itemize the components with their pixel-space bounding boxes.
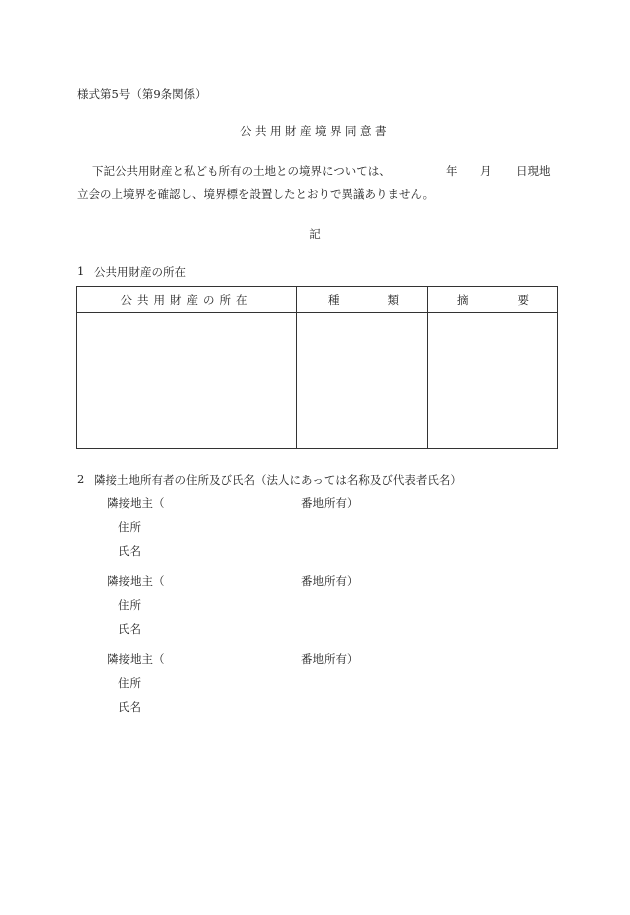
header-type xyxy=(297,287,428,313)
cell-remarks[interactable] xyxy=(428,313,558,449)
owner-3-bango-label: 番地所有） xyxy=(301,652,359,666)
owner-2-bango-label: 番地所有） xyxy=(301,574,359,588)
owner-2-address-label: 住所 xyxy=(118,598,141,612)
property-table xyxy=(76,286,558,449)
cell-location[interactable] xyxy=(77,313,297,449)
form-number: 様式第5号（第9条関係） xyxy=(77,87,207,101)
owner-3-address-label: 住所 xyxy=(118,676,141,690)
section-1-number: 1 xyxy=(77,264,85,278)
day-label: 日現地 xyxy=(516,164,551,178)
header-type-char-2: 類 xyxy=(387,292,399,307)
header-remarks-char-2: 要 xyxy=(517,292,529,307)
body-text-line-2: 立会の上境界を確認し、境界標を設置したとおりで異議ありません。 xyxy=(77,187,435,201)
owner-1-address-label: 住所 xyxy=(118,520,141,534)
header-type-char-1: 種 xyxy=(328,292,340,307)
owner-1-bango-label: 番地所有） xyxy=(301,496,359,510)
header-location: 公共用財産の所在 xyxy=(77,287,297,313)
header-remarks xyxy=(428,287,558,313)
owner-2-name-label: 氏名 xyxy=(118,622,141,636)
table-header-row xyxy=(77,287,558,313)
header-remarks-char-1: 摘 xyxy=(457,292,469,307)
ki-heading: 記 xyxy=(309,227,321,241)
owner-1-name-label: 氏名 xyxy=(118,544,141,558)
section-2-title: 隣接土地所有者の住所及び氏名（法人にあっては名称及び代表者氏名） xyxy=(94,473,462,487)
body-text-line-1: 下記公共用財産と私ども所有の土地との境界については、 xyxy=(92,164,391,178)
year-label: 年 xyxy=(446,164,458,178)
owner-3-name-label: 氏名 xyxy=(118,700,141,714)
owner-3-label: 隣接地主（ xyxy=(107,652,165,666)
section-1-title: 公共用財産の所在 xyxy=(94,265,186,279)
document-title: 公共用財産境界同意書 xyxy=(240,124,390,138)
month-label: 月 xyxy=(480,164,492,178)
owner-2-label: 隣接地主（ xyxy=(107,574,165,588)
owner-1-label: 隣接地主（ xyxy=(107,496,165,510)
cell-type[interactable] xyxy=(297,313,428,449)
section-2-number: 2 xyxy=(77,472,85,486)
table-row xyxy=(77,313,558,449)
